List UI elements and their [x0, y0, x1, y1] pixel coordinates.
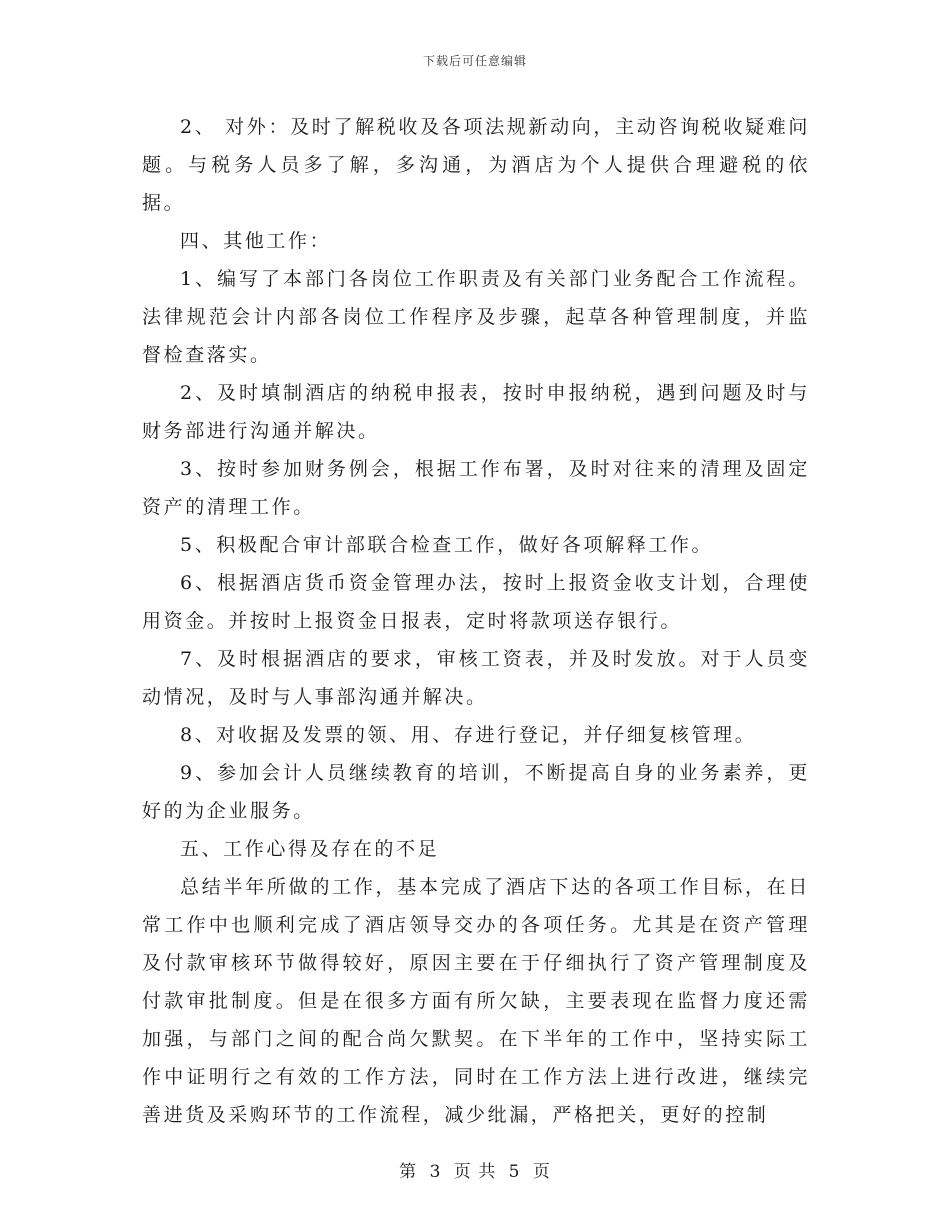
section-heading-other-work: 四、其他工作： — [180, 230, 332, 252]
section-heading-experience: 五、工作心得及存在的不足 — [180, 838, 440, 860]
paragraph-item-3: 3、按时参加财务例会，根据工作布署，及时对往来的清理及固定资产的清理工作。 — [142, 458, 810, 518]
document-body — [142, 108, 810, 1134]
paragraph-item-6: 6、根据酒店货币资金管理办法，按时上报资金收支计划，合理使用资金。并按时上报资金日报表，定时将款项送存银行。 — [142, 572, 810, 632]
paragraph-item-5: 5、积极配合审计部联合检查工作，做好各项解释工作。 — [180, 534, 714, 556]
footer-suffix: 页 — [532, 1162, 551, 1182]
paragraph-item-8: 8、对收据及发票的领、用、存进行登记，并仔细复核管理。 — [180, 724, 757, 746]
paragraph-item-9: 9、参加会计人员继续教育的培训，不断提高自身的业务素养，更好的为企业服务。 — [142, 762, 810, 822]
header-note: 下载后可任意编辑 — [422, 54, 527, 68]
paragraph-item-7: 7、及时根据酒店的要求，审核工资表，并及时发放。对于人员变动情况，及时与人事部沟通并解决。 — [142, 648, 810, 708]
footer-middle: 页 共 — [453, 1162, 497, 1182]
paragraph-external-tax: 2、 对外：及时了解税收及各项法规新动向，主动咨询税收疑难问题。与税务人员多了解，多沟通，为酒店为个人提供合理避税的依据。 — [142, 116, 810, 214]
paragraph-item-2: 2、及时填制酒店的纳税申报表，按时申报纳税，遇到问题及时与财务部进行沟通并解决。 — [142, 382, 810, 442]
total-pages-number: 5 — [508, 1162, 521, 1182]
paragraph-item-1: 1、编写了本部门各岗位工作职责及有关部门业务配合工作流程。法律规范会计内部各岗位工作程序及步骤，起草各种管理制度，并监督检查落实。 — [142, 268, 810, 366]
current-page-number: 3 — [429, 1162, 442, 1182]
page-footer — [0, 1157, 950, 1182]
paragraph-summary: 总结半年所做的工作，基本完成了酒店下达的各项工作目标，在日常工作中也顺利完成了酒店领导交办的各项任务。尤其是在资产管理及付款审核环节做得较好，原因主要在于仔细执行了资产管理制度及付款审批制度。但是在很多方面有所欠缺，主要表现在监督力度还需加强，与部门之间的配合尚欠默契。在下半年的工作中，坚持实际工作中证明行之有效的工作方法，同时在工作方法上进行改进，继续完善进货及采购环节的工作流程，减少纰漏，严格把关，更好的控制 — [142, 876, 810, 1126]
footer-prefix: 第 — [399, 1162, 418, 1182]
